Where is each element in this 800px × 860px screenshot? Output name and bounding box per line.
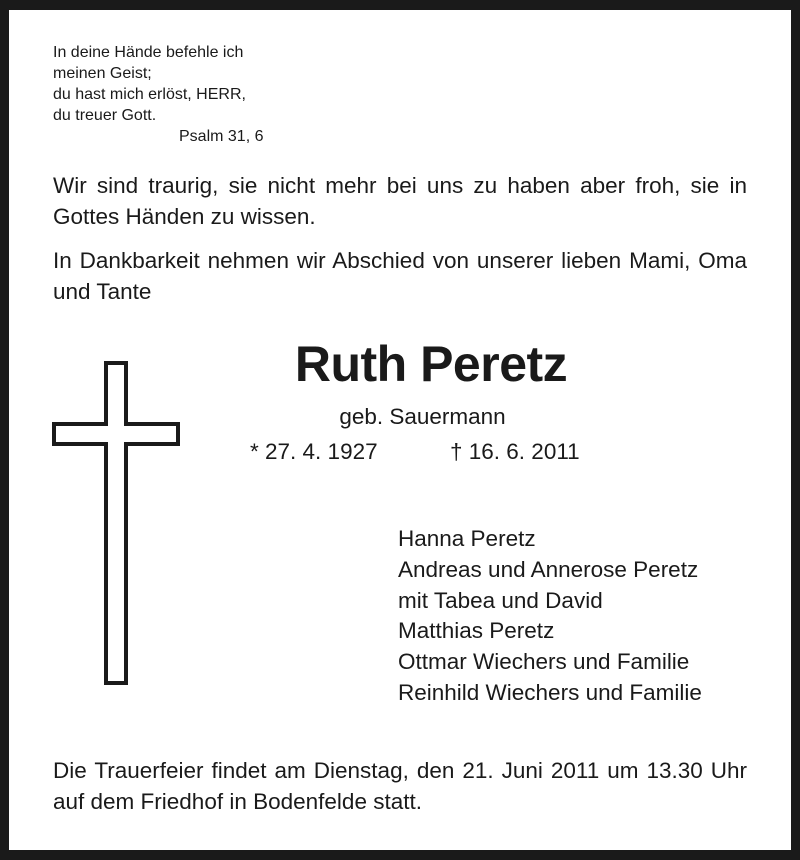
farewell-paragraph: In Dankbarkeit nehmen wir Abschied von unserer lieben Mami, Oma und Tante: [53, 248, 747, 304]
deceased-name: Ruth Peretz: [294, 336, 568, 392]
verse-line: du treuer Gott.: [53, 107, 157, 124]
obituary-notice: [9, 10, 791, 850]
mourner: Andreas und Annerose Peretz: [398, 556, 699, 582]
verse-line: In deine Hände befehle ich: [53, 44, 244, 61]
birth-name: geb. Sauermann: [339, 404, 506, 429]
mourner: Ottmar Wiechers und Familie: [398, 649, 690, 675]
verse-line: du hast mich erlöst, HERR,: [53, 86, 246, 103]
birth-date: * 27. 4. 1927: [250, 439, 378, 464]
bible-verse: [53, 42, 246, 126]
intro-paragraph: Wir sind traurig, sie nicht mehr bei uns zu haben aber froh, sie in Gottes Händen zu wissen.: [53, 173, 747, 229]
mourners-list: [398, 524, 702, 709]
verse-line: meinen Geist;: [53, 65, 152, 82]
mourner: Matthias Peretz: [398, 618, 555, 644]
mourner: Reinhild Wiechers und Familie: [398, 679, 702, 705]
mourner: Hanna Peretz: [398, 526, 536, 551]
mourner: mit Tabea und David: [398, 587, 603, 613]
death-date: † 16. 6. 2011: [450, 439, 580, 464]
funeral-service-info: Die Trauerfeier findet am Dienstag, den 21. Juni 2011 um 13.30 Uhr auf dem Friedhof in Bodenfelde statt.: [53, 758, 747, 814]
verse-reference: Psalm 31, 6: [179, 128, 264, 145]
